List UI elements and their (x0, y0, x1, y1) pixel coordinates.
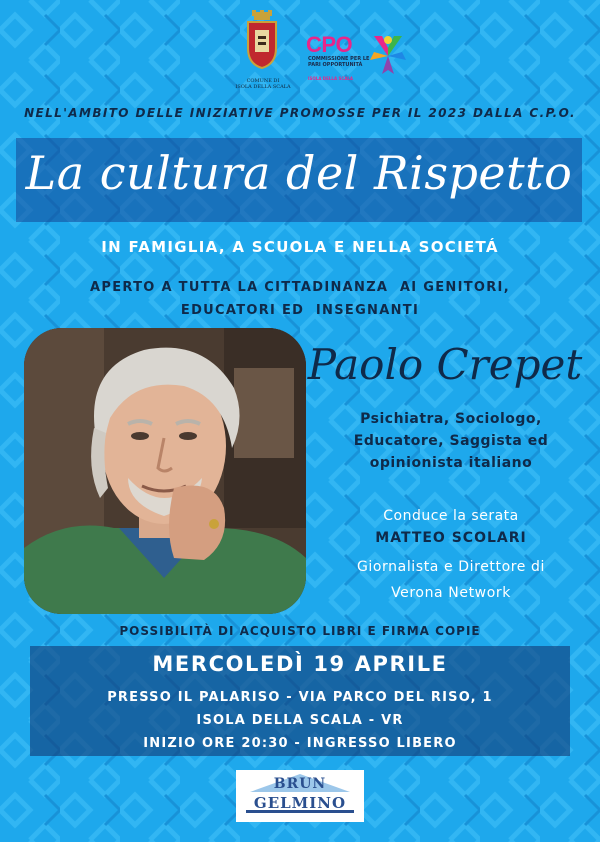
event-title: La cultura del Rispetto (25, 146, 573, 200)
comune-crest-logo (244, 10, 280, 70)
event-date: MERCOLEDÌ 19 APRILE (152, 652, 448, 676)
audience-line-2: EDUCATORI ED INSEGNANTI (180, 303, 420, 318)
speaker-name: Paolo Crepet (307, 340, 583, 389)
speaker-role-line-3: opinionista italiano (369, 455, 533, 471)
moderator-name: MATTEO SCOLARI (375, 530, 527, 546)
cpo-people-icon (364, 30, 412, 78)
speaker-role (316, 408, 586, 474)
moderator-role-line-2: Verona Network (391, 585, 511, 601)
cpo-acronym: CPO (306, 32, 353, 57)
moderator-intro: Conduce la serata (383, 508, 519, 524)
speaker-role-line-1: Psichiatra, Sociologo, (360, 411, 542, 427)
speaker-role-line-2: Educatore, Saggista ed (353, 433, 549, 449)
moderator-role-line-1: Giornalista e Direttore di (356, 559, 546, 575)
cpo-city: ISOLA DELLA SCALA (308, 76, 354, 81)
event-subtitle: IN FAMIGLIA, A SCUOLA E NELLA SOCIETÁ (101, 238, 499, 256)
sponsor-line-1: BRUN (273, 776, 327, 792)
event-venue (30, 686, 570, 755)
speaker-portrait-image (24, 328, 306, 614)
books-note: POSSIBILITÀ DI ACQUISTO LIBRI E FIRMA COPIE (119, 624, 481, 638)
cpo-full-name: COMMISSIONE PER LE PARI OPPORTUNITÀ (308, 56, 370, 68)
comune-label: COMUNE DI ISOLA DELLA SCALA (235, 78, 291, 90)
audience-line-1: APERTO A TUTTA LA CITTADINANZA AI GENITORI, (90, 280, 510, 295)
venue-line-2: ISOLA DELLA SCALA - VR (196, 713, 404, 728)
venue-line-1: PRESSO IL PALARISO - VIA PARCO DEL RISO, 1 (107, 690, 493, 705)
intro-line: NELL'AMBITO DELLE INIZIATIVE PROMOSSE PER IL 2023 DALLA C.P.O. (24, 106, 576, 120)
speaker-photo (24, 328, 306, 614)
sponsor-logo (236, 770, 364, 822)
audience-text (0, 276, 600, 322)
moderator-role (316, 554, 586, 606)
event-time: INIZIO ORE 20:30 - INGRESSO LIBERO (143, 736, 457, 751)
sponsor-line-2: GELMINO (253, 794, 347, 812)
